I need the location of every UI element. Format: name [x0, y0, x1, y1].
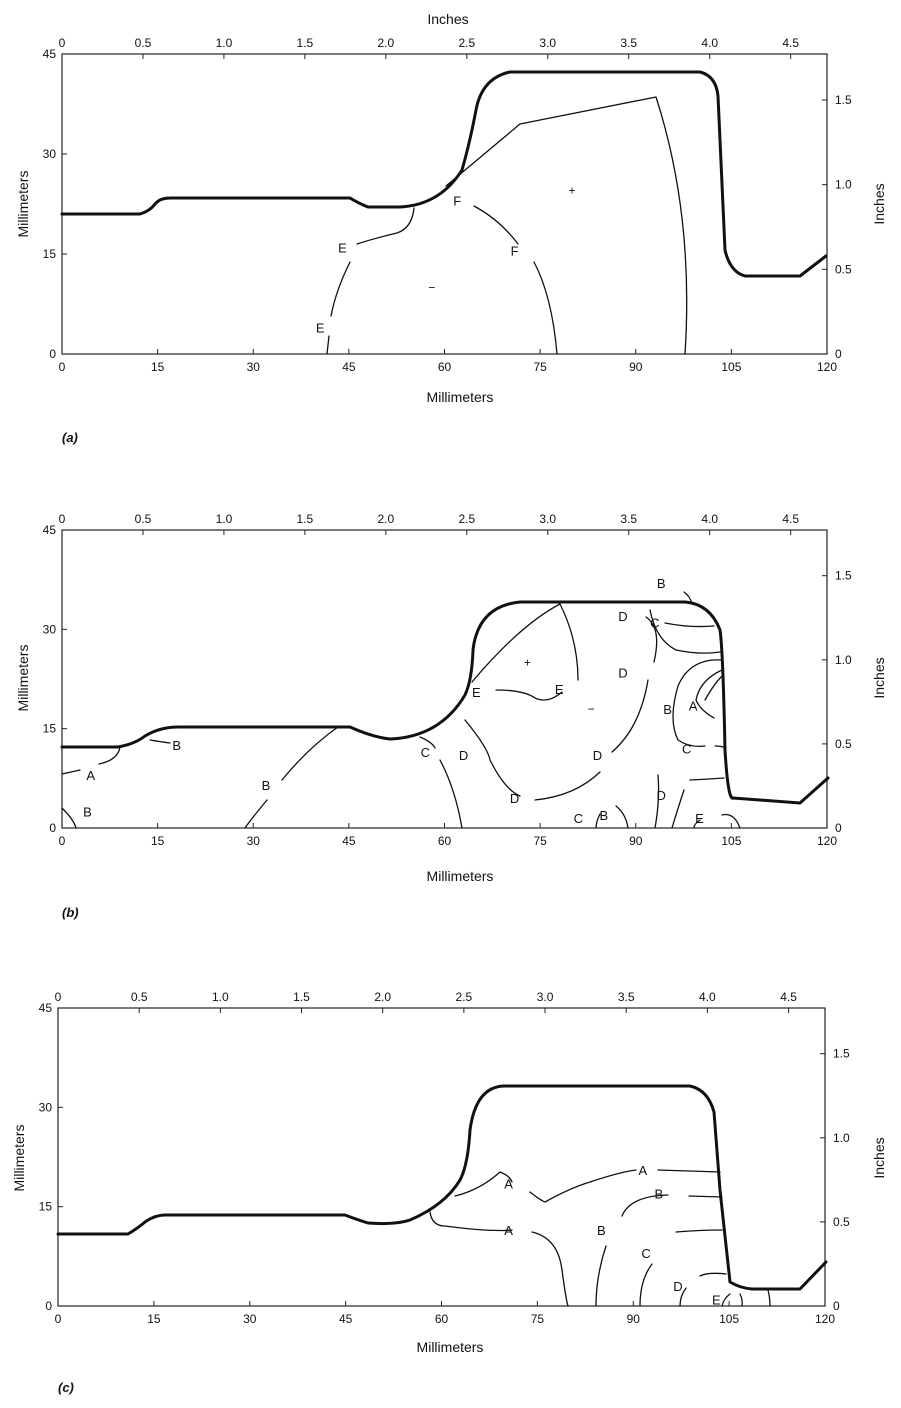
contour-line: [282, 727, 338, 780]
contour-label: D: [673, 1279, 683, 1295]
contour-line: [327, 336, 329, 354]
contour-line: [700, 1273, 726, 1276]
y-in-tick-label: 1.0: [835, 652, 852, 667]
y-mm-tick-label: 0: [45, 1299, 52, 1313]
contour-line: [665, 623, 714, 627]
contour-line: [440, 760, 462, 828]
x-mm-tick-label: 15: [150, 360, 165, 374]
contour-line: [62, 808, 76, 828]
plot-frame: [62, 530, 827, 828]
contour-label: E: [338, 240, 347, 256]
top-axis-title: Inches: [427, 11, 469, 27]
contour-label: C: [573, 811, 584, 827]
x-in-tick-label: 4.0: [701, 36, 719, 50]
contour-label: D: [458, 748, 469, 764]
x-mm-tick-label: 30: [246, 360, 260, 374]
contour-line: [640, 1264, 652, 1306]
panel-a: [15, 11, 887, 445]
x-in-tick-label: 0.5: [134, 512, 152, 526]
sign-marker: −: [587, 701, 595, 716]
bottom-axis-title: Millimeters: [426, 868, 494, 884]
x-in-tick-label: 2.5: [458, 512, 476, 526]
y-in-tick-label: 1.5: [833, 1046, 850, 1061]
x-mm-tick-label: 60: [437, 360, 452, 374]
contour-label: E: [712, 1292, 721, 1308]
y-mm-tick-label: 15: [42, 721, 56, 736]
y-in-tick-label: 1.5: [835, 93, 852, 107]
x-in-tick-label: 3.0: [539, 512, 557, 526]
y-in-tick-label: 0: [833, 1299, 840, 1313]
x-in-tick-label: 1.0: [212, 990, 229, 1004]
bottom-axis-title: Millimeters: [416, 1339, 484, 1355]
x-in-tick-label: 4.0: [699, 990, 716, 1004]
contour-line: [99, 747, 120, 764]
contour-line: [690, 778, 724, 780]
x-in-tick-label: 2.0: [377, 512, 395, 526]
contour-line: [532, 1232, 568, 1306]
x-mm-tick-label: 0: [54, 1312, 62, 1326]
contour-line: [596, 1246, 606, 1306]
x-mm-tick-label: 120: [816, 834, 838, 848]
right-axis-title: Inches: [871, 657, 887, 699]
right-axis-title: Inches: [871, 183, 887, 225]
x-mm-tick-label: 60: [437, 834, 452, 848]
left-axis-title: Millimeters: [15, 644, 31, 712]
x-in-tick-label: 1.5: [296, 36, 314, 50]
x-in-tick-label: 0: [58, 36, 66, 50]
x-in-tick-label: 3.5: [617, 990, 635, 1004]
right-axis-title: Inches: [871, 1137, 887, 1179]
x-mm-tick-label: 120: [814, 1312, 836, 1326]
contour-line: [430, 1212, 512, 1231]
panel-c: [11, 990, 887, 1395]
contour-line: [357, 208, 414, 244]
x-mm-tick-label: 105: [719, 1312, 740, 1326]
x-in-tick-label: 3.0: [539, 36, 557, 50]
contour-label: D: [509, 791, 520, 807]
x-mm-tick-label: 60: [434, 1312, 449, 1326]
x-in-tick-label: 3.5: [620, 36, 638, 50]
contour-line: [658, 1170, 720, 1172]
plot-frame: [62, 54, 827, 354]
x-mm-tick-label: 105: [721, 360, 742, 374]
left-axis-title: Millimeters: [15, 170, 31, 238]
contour-line: [530, 1170, 636, 1202]
x-in-tick-label: 1.0: [215, 512, 233, 526]
x-mm-tick-label: 30: [246, 834, 260, 848]
x-in-tick-label: 4.5: [782, 36, 800, 50]
part-outline: [62, 602, 828, 803]
x-mm-tick-label: 75: [533, 360, 547, 374]
x-mm-tick-label: 15: [150, 834, 165, 848]
contour-label: A: [86, 768, 96, 784]
x-in-tick-label: 1.0: [215, 36, 233, 50]
contour-labels: [83, 576, 704, 826]
x-mm-tick-label: 120: [816, 360, 838, 374]
y-in-tick-label: 0: [835, 347, 842, 361]
contour-line: [474, 206, 518, 244]
sign-marker: −: [428, 280, 436, 295]
y-mm-tick-label: 45: [42, 523, 56, 537]
contour-label: C: [420, 744, 431, 760]
x-in-tick-label: 4.5: [782, 512, 800, 526]
contour-label: B: [656, 575, 666, 591]
bottom-axis-title: Millimeters: [426, 389, 494, 405]
contour-label: D: [618, 609, 628, 625]
contour-label: E: [554, 681, 564, 697]
x-in-tick-label: 0.5: [134, 36, 152, 50]
contour-line: [331, 262, 350, 316]
x-mm-tick-label: 90: [626, 1312, 640, 1326]
x-mm-tick-label: 75: [530, 1312, 545, 1326]
contour-labels: [316, 184, 576, 336]
contour-label: A: [638, 1163, 648, 1179]
y-mm-tick-label: 45: [42, 47, 56, 61]
x-mm-tick-label: 90: [629, 834, 643, 848]
x-mm-tick-label: 45: [338, 1312, 353, 1326]
x-mm-tick-label: 0: [58, 834, 66, 848]
contour-label: B: [261, 777, 271, 793]
panel-label: (c): [58, 1380, 74, 1395]
x-mm-tick-label: 15: [147, 1312, 161, 1326]
panel-label: (b): [62, 905, 79, 920]
x-in-tick-label: 0.5: [130, 990, 148, 1004]
contour-labels: [504, 1163, 721, 1307]
contour-line: [672, 790, 684, 828]
x-mm-tick-label: 90: [629, 360, 643, 374]
y-in-tick-label: 0.5: [835, 262, 852, 277]
sign-marker: +: [568, 183, 576, 198]
y-mm-tick-label: 30: [38, 1100, 52, 1115]
contour-line: [465, 720, 520, 796]
y-mm-tick-label: 0: [49, 821, 56, 835]
contour-label: A: [688, 698, 698, 714]
y-mm-tick-label: 45: [38, 1001, 52, 1015]
contour-label: D: [618, 665, 628, 681]
y-mm-tick-label: 30: [42, 147, 56, 161]
x-in-tick-label: 0: [58, 512, 66, 526]
contour-label: C: [650, 615, 660, 631]
x-in-tick-label: 4.5: [780, 990, 797, 1004]
y-mm-tick-label: 30: [42, 622, 56, 637]
contour-line: [534, 262, 557, 354]
contour-line: [446, 97, 687, 354]
sign-marker: +: [523, 655, 531, 670]
x-mm-tick-label: 0: [58, 360, 66, 374]
contour-label: E: [695, 811, 704, 827]
contour-label: C: [682, 741, 692, 757]
left-axis-title: Millimeters: [11, 1124, 27, 1192]
contour-label: B: [654, 1186, 664, 1202]
contour-label: F: [453, 193, 462, 209]
contour-line: [616, 806, 628, 828]
panel-label: (a): [62, 430, 78, 445]
x-in-tick-label: 2.5: [458, 36, 476, 50]
contour-line: [689, 1196, 722, 1197]
contour-label: A: [504, 1176, 513, 1192]
y-mm-tick-label: 15: [42, 247, 56, 261]
contour-label: D: [656, 787, 666, 803]
axis-ticks: [43, 36, 852, 374]
y-in-tick-label: 1.5: [835, 568, 852, 583]
contour-line: [612, 680, 648, 752]
x-in-tick-label: 3.0: [536, 990, 554, 1004]
x-in-tick-label: 3.5: [620, 512, 638, 526]
contour-label: B: [172, 738, 182, 754]
contour-line: [535, 772, 600, 800]
x-in-tick-label: 2.0: [374, 990, 392, 1004]
part-outline: [62, 72, 826, 276]
contour-line: [740, 1294, 742, 1306]
contour-label: B: [599, 807, 609, 823]
contour-line: [496, 690, 562, 700]
contour-line: [245, 800, 267, 828]
x-mm-tick-label: 30: [243, 1312, 257, 1326]
y-in-tick-label: 1.0: [835, 177, 852, 192]
contour-line: [768, 1290, 770, 1306]
x-mm-tick-label: 75: [533, 834, 547, 848]
y-mm-tick-label: 0: [49, 347, 56, 361]
y-in-tick-label: 0: [835, 821, 842, 835]
x-in-tick-label: 1.5: [293, 990, 310, 1004]
y-in-tick-label: 0.5: [835, 736, 852, 751]
contour-label: E: [315, 320, 325, 336]
x-in-tick-label: 2.5: [455, 990, 473, 1004]
plot-frame: [58, 1008, 825, 1306]
contour-label: F: [510, 243, 519, 259]
x-in-tick-label: 0: [54, 990, 62, 1004]
x-in-tick-label: 2.0: [377, 36, 395, 50]
contour-label: E: [472, 685, 481, 701]
contour-label: D: [592, 748, 603, 764]
contour-line: [62, 770, 80, 774]
contour-label: B: [83, 804, 92, 820]
contour-line: [150, 740, 170, 743]
contour-label: A: [504, 1222, 513, 1238]
part-outline: [58, 1086, 826, 1289]
x-mm-tick-label: 45: [342, 834, 356, 848]
contour-label: C: [641, 1246, 651, 1262]
x-in-tick-label: 4.0: [701, 512, 719, 526]
contour-label: B: [596, 1222, 606, 1238]
panel-b: [15, 512, 887, 920]
y-mm-tick-label: 15: [38, 1199, 52, 1214]
contour-line: [650, 610, 720, 653]
contour-line: [676, 1230, 722, 1232]
x-in-tick-label: 1.5: [296, 512, 314, 526]
contour-label: B: [663, 701, 672, 717]
x-mm-tick-label: 105: [721, 834, 742, 848]
y-in-tick-label: 0.5: [833, 1214, 850, 1229]
y-in-tick-label: 1.0: [833, 1130, 850, 1145]
x-mm-tick-label: 45: [342, 360, 356, 374]
